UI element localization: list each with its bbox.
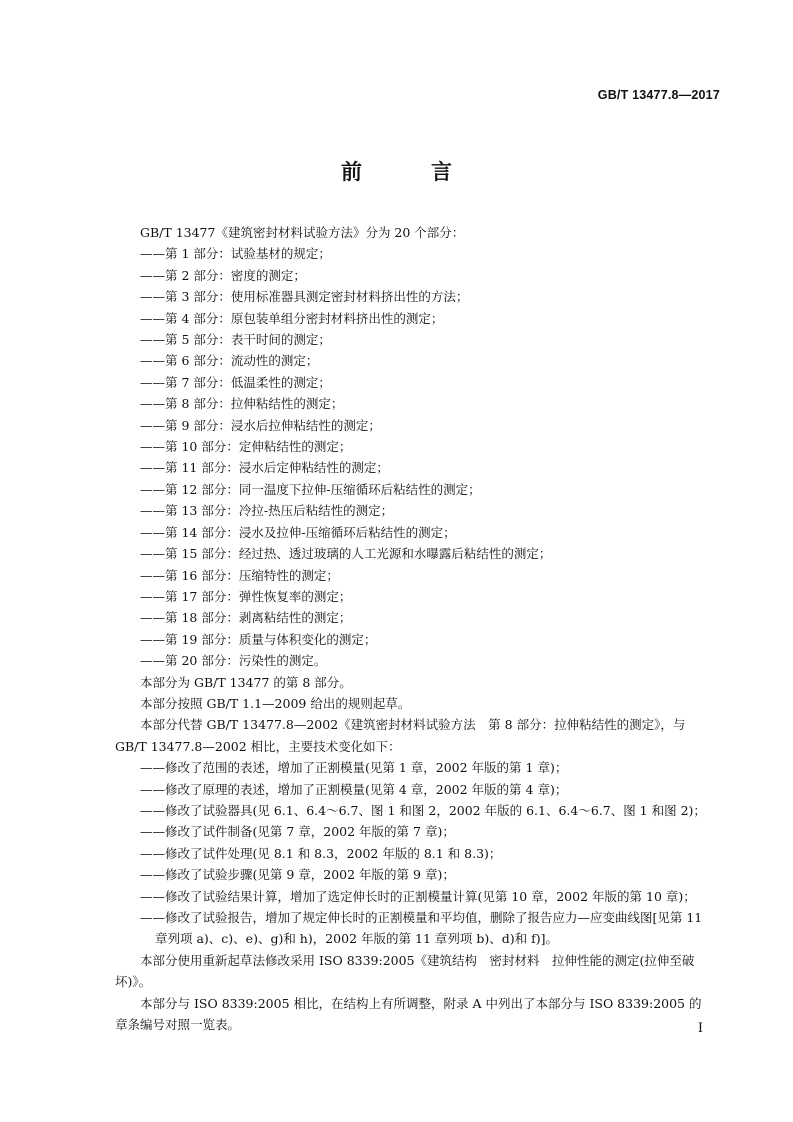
list-item: ——第 5 部分：表干时间的测定；: [140, 332, 331, 348]
list-item: ——第 10 部分：定伸粘结性的测定；: [140, 439, 352, 455]
list-item: ——第 6 部分：流动性的测定；: [140, 353, 319, 369]
page-number: I: [697, 1021, 703, 1036]
list-item: ——第 15 部分：经过热、透过玻璃的人工光源和水曝露后粘结性的测定；: [140, 546, 552, 562]
list-item: ——修改了试件处理(见 8.1 和 8.3，2002 年版的 8.1 和 8.3)；: [140, 845, 502, 861]
list-item: ——第 7 部分：低温柔性的测定；: [140, 374, 331, 390]
part-of-paragraph: 本部分为 GB/T 13477 的第 8 部分。: [140, 674, 352, 690]
list-item: ——修改了试件制备(见第 7 章，2002 年版的第 7 章)；: [140, 824, 455, 840]
list-item: ——修改了原理的表述，增加了正割模量(见第 4 章，2002 年版的第 4 章)；: [140, 781, 568, 797]
list-item: ——第 17 部分：弹性恢复率的测定；: [140, 588, 352, 604]
list-item: ——修改了范围的表述，增加了正割模量(见第 1 章，2002 年版的第 1 章)；: [140, 760, 568, 776]
list-item: ——第 3 部分：使用标准器具测定密封材料挤出性的方法；: [140, 289, 469, 305]
iso-comparison-paragraph: 本部分与 ISO 8339:2005 相比，在结构上有所调整，附录 A 中列出了本部分与 ISO 8339:2005 的章条编号对照一览表。: [115, 995, 702, 1033]
list-item: ——第 11 部分：浸水后定伸粘结性的测定；: [140, 460, 389, 476]
list-item: ——第 19 部分：质量与体积变化的测定；: [140, 631, 377, 647]
list-item: ——第 1 部分：试验基材的规定；: [140, 246, 331, 262]
list-item: ——第 4 部分：原包装单组分密封材料挤出性的测定；: [140, 310, 444, 326]
list-item: ——第 14 部分：浸水及拉伸-压缩循环后粘结性的测定；: [140, 524, 456, 540]
list-item: ——第 8 部分：拉伸粘结性的测定；: [140, 396, 344, 412]
intro-paragraph: GB/T 13477《建筑密封材料试验方法》分为 20 个部分：: [140, 225, 465, 240]
list-item: ——第 9 部分：浸水后拉伸粘结性的测定；: [140, 417, 381, 433]
drafted-paragraph: 本部分按照 GB/T 1.1—2009 给出的规则起草。: [140, 695, 411, 711]
standard-code: GB/T 13477.8—2017: [597, 88, 720, 102]
list-item: ——第 20 部分：污染性的测定。: [140, 653, 327, 669]
list-item: ——修改了试验器具(见 6.1、6.4～6.7、图 1 和图 2，2002 年版的 6.1、6.4～6.7、图 1 和图 2)；: [140, 802, 706, 818]
list-item: ——第 12 部分：同一温度下拉伸-压缩循环后粘结性的测定；: [140, 481, 481, 497]
list-item: ——第 16 部分：压缩特性的测定；: [140, 567, 339, 583]
list-item: ——第 2 部分：密度的测定；: [140, 267, 306, 283]
page-title: 前 言: [341, 159, 476, 184]
changes-list: [115, 757, 713, 950]
list-item: ——修改了试验报告，增加了规定伸长时的正割模量和平均值，删除了报告应力—应变曲线图[见第 11 章列项 a)、c)、e)、g)和 h)，2002 年版的第 11 章列项 b)、d)和 f)]。: [140, 910, 703, 947]
parts-list: [115, 243, 713, 671]
list-item: ——修改了试验步骤(见第 9 章，2002 年版的第 9 章)；: [140, 867, 455, 883]
list-item: ——第 18 部分：剥离粘结性的测定；: [140, 610, 352, 626]
replaces-paragraph: 本部分代替 GB/T 13477.8—2002《建筑密封材料试验方法 第 8 部分：拉伸粘结性的测定》，与 GB/T 13477.8—2002 相比，主要技术变化如下：: [115, 717, 686, 754]
list-item: ——第 13 部分：冷拉-热压后粘结性的测定；: [140, 503, 394, 519]
document-body: [115, 222, 713, 1035]
list-item: ——修改了试验结果计算，增加了选定伸长时的正割模量计算(见第 10 章，2002 年版的第 10 章)；: [140, 888, 696, 904]
iso-adoption-paragraph: 本部分使用重新起草法修改采用 ISO 8339:2005《建筑结构 密封材料 拉伸性能的测定(拉伸至破坏)》。: [115, 952, 695, 990]
